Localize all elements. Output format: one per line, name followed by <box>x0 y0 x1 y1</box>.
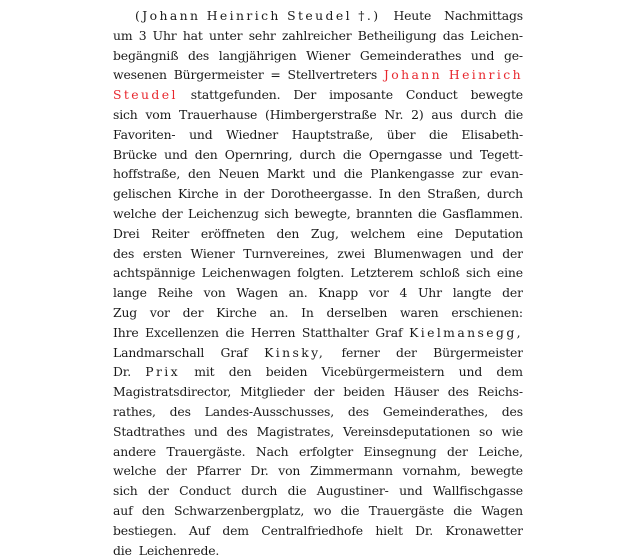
article-word: Stellvertreters <box>287 67 378 83</box>
article-word: Auf <box>188 522 210 538</box>
article-line <box>113 481 523 501</box>
article-word: Wiener <box>190 245 235 261</box>
article-word: und <box>470 245 494 261</box>
article-word: imposante <box>329 87 393 103</box>
article-word: den <box>276 225 300 241</box>
article-word: durch <box>299 146 336 162</box>
article-word: Magistrates, <box>256 423 335 439</box>
article-word: mit <box>194 364 215 380</box>
article-word: der <box>502 245 523 261</box>
article-word: des <box>347 403 370 419</box>
article-word: Magistratsdirector, <box>113 384 232 400</box>
article-word: und <box>312 166 336 182</box>
article-word: 3 <box>138 27 147 43</box>
article-word: den <box>194 146 218 162</box>
article-line <box>113 501 523 521</box>
article-word: eine <box>496 265 523 281</box>
article-word: Vereinsdeputationen <box>342 423 471 439</box>
article-line <box>113 26 523 46</box>
article-word: beiden <box>265 364 308 380</box>
article-word: dem <box>496 364 523 380</box>
article-word: langte <box>452 285 492 301</box>
article-word: Trauergäste. <box>166 443 246 459</box>
article-word: Tegett- <box>479 146 523 162</box>
article-word: zwei <box>337 245 366 261</box>
article-line <box>113 442 523 462</box>
article-line <box>113 204 523 224</box>
article-word: Landmarschall <box>113 344 205 360</box>
article-word: Blumenwagen <box>373 245 462 261</box>
article-word: 2) <box>411 106 424 122</box>
article-word: die <box>287 483 307 499</box>
article-word: an. <box>269 304 289 320</box>
article-word: den <box>187 166 211 182</box>
article-word: welche <box>113 205 157 221</box>
article-word: Dorotheergasse. <box>270 186 373 202</box>
article-word: rathes, <box>113 403 156 419</box>
article-word: an. <box>288 285 308 301</box>
article-word: In <box>301 304 314 320</box>
article-word: der <box>243 186 265 202</box>
article-word: das <box>442 27 464 43</box>
article-word: sich <box>264 205 289 221</box>
article-word: und <box>449 146 473 162</box>
article-line <box>113 323 523 343</box>
article-word: Graf <box>220 344 248 360</box>
article-word: die <box>113 542 132 558</box>
article-word: Nachmittags <box>444 8 523 23</box>
article-word: Vicebürgermeistern <box>321 364 445 380</box>
article-word: die <box>428 126 448 142</box>
article-word: des <box>501 403 523 419</box>
article-word: bewegte <box>470 87 523 103</box>
article-word: des <box>169 403 191 419</box>
article-word: Opernring, <box>224 146 293 162</box>
article-word: = <box>270 67 281 83</box>
article-line <box>113 362 523 382</box>
article-word: Plankengasse <box>370 166 455 182</box>
article-word: Herren <box>250 324 296 340</box>
article-word: Stadtrathes <box>113 423 186 439</box>
article-word: Uhr <box>152 27 177 43</box>
article-word: Dr. <box>415 522 434 538</box>
article-word: über <box>386 126 416 142</box>
article-word: bewegte, <box>294 205 351 221</box>
article-word: aus <box>431 106 453 122</box>
article-word: Dr. <box>250 463 269 479</box>
article-word: Kirche <box>178 186 219 202</box>
article-word: hat <box>182 27 203 43</box>
article-word: des <box>113 245 135 261</box>
article-word: und <box>194 423 218 439</box>
article-line <box>113 85 523 105</box>
article-line <box>113 65 523 85</box>
article-word: der <box>313 384 335 400</box>
article-line <box>113 283 523 303</box>
article-word: Wiener <box>306 47 351 63</box>
article-word: die <box>342 146 362 162</box>
article-word: welche <box>113 463 157 479</box>
article-word: Gemeinderathes <box>359 47 462 63</box>
article-word: ge- <box>503 47 523 63</box>
article-line <box>113 263 523 283</box>
article-word: Wiedner <box>226 126 279 142</box>
article-line <box>113 125 523 145</box>
article-word: die <box>453 502 473 518</box>
article-word: von <box>278 463 301 479</box>
article-word: hielt <box>375 522 403 538</box>
article-word: gelischen <box>113 186 172 202</box>
article-word: auf <box>113 502 133 518</box>
article-word: der <box>148 483 169 499</box>
article-line <box>113 46 523 66</box>
article-word: andere <box>113 443 156 459</box>
article-word: um <box>113 27 133 43</box>
article-word: Zug <box>113 304 138 320</box>
article-word: und <box>470 47 495 63</box>
article-word: und <box>164 146 188 162</box>
article-word: Einsegnung <box>363 443 437 459</box>
article-word: den <box>228 364 252 380</box>
article-line <box>113 145 523 165</box>
article-word: Nach <box>255 443 289 459</box>
article-word: den <box>397 186 421 202</box>
article-word: den <box>141 502 165 518</box>
article-word: Knapp <box>318 285 359 301</box>
article-word: und <box>189 126 213 142</box>
article-word: der <box>502 285 523 301</box>
article-word: In <box>378 186 392 202</box>
article-word: Gasflammen. <box>442 205 523 221</box>
article-line <box>113 184 523 204</box>
article-word: langjährigen <box>218 47 297 63</box>
article-word: Prix <box>145 364 181 380</box>
article-word: hoffstraße, <box>113 166 181 182</box>
article-word: durch <box>241 483 278 499</box>
article-line <box>113 422 523 442</box>
article-word: die <box>417 205 437 221</box>
article-word: Zug, <box>310 225 339 241</box>
article-word: Kronawetter <box>445 522 523 538</box>
article-word: vor <box>149 304 170 320</box>
article-word: Leichenzug <box>188 205 259 221</box>
article-line <box>113 164 523 184</box>
article-word: 4 <box>399 285 408 301</box>
article-word: ersten <box>142 245 182 261</box>
article-word: Markt <box>266 166 305 182</box>
article-word: Leichenrede. <box>138 542 220 558</box>
article-word: stattgefunden. <box>190 87 281 103</box>
article-word: vom <box>145 106 172 122</box>
article-word: Bürgermeister <box>433 344 523 360</box>
article-line <box>113 402 523 422</box>
article-word: sich <box>113 106 138 122</box>
article-word: Operngasse <box>368 146 443 162</box>
article-word: folgten. <box>297 265 345 281</box>
article-word: Statthalter <box>301 324 369 340</box>
article-word: Brücke <box>113 146 157 162</box>
article-line <box>113 521 523 541</box>
article-word: Uhr <box>418 285 442 301</box>
article-word: durch <box>460 106 497 122</box>
article-word: Mitglieder <box>240 384 305 400</box>
article-word: evan- <box>489 166 523 182</box>
article-word: sich <box>113 483 138 499</box>
article-word: Kinsky, <box>264 344 326 360</box>
article-word: unter <box>208 27 243 43</box>
article-word: Bürgermeister <box>173 67 264 83</box>
article-word: begängniß <box>113 47 179 63</box>
article-word: Trauerhause <box>179 106 258 122</box>
article-word: Hauptstraße, <box>291 126 374 142</box>
article-word: die <box>343 166 363 182</box>
article-word: Nr. <box>384 106 404 122</box>
article-word: schloß <box>419 265 460 281</box>
article-word: der <box>447 443 468 459</box>
article-word: Wagen <box>481 502 523 518</box>
article-word: Neuen <box>218 166 260 182</box>
article-line <box>113 6 523 26</box>
article-word: dem <box>222 522 249 538</box>
article-word: wesenen <box>113 67 167 83</box>
article-word: erschienen: <box>451 304 523 320</box>
article-word: lange <box>113 285 147 301</box>
article-word: zahlreicher <box>281 27 352 43</box>
article-word: welchem <box>350 225 406 241</box>
article-word: Augustiner- <box>316 483 389 499</box>
article-word: Leichen- <box>470 27 523 43</box>
article-word: vornahm, <box>402 463 461 479</box>
article-word: eine <box>416 225 443 241</box>
article-word: Häuser <box>393 384 439 400</box>
article-word: Centralfriedhofe <box>261 522 363 538</box>
article-word: der <box>161 205 183 221</box>
article-word: des <box>226 423 248 439</box>
article-word: sehr <box>248 27 276 43</box>
article-word: des <box>447 384 469 400</box>
article-word: beiden <box>343 384 385 400</box>
article-word: Reiter <box>151 225 190 241</box>
article-word: die <box>504 106 523 122</box>
article-word: Landes-Ausschusses, <box>204 403 335 419</box>
article-word: Drei <box>113 225 140 241</box>
article-word: Kielmansegg, <box>409 324 523 340</box>
article-word: wo <box>313 502 332 518</box>
article-word: (Himbergerstraße <box>265 106 377 122</box>
article-word: Steudel <box>113 87 178 103</box>
article-word: sich <box>466 265 491 281</box>
article-word: waren <box>400 304 439 320</box>
article-word: Conduct <box>179 483 231 499</box>
article-word: Pfarrer <box>196 463 241 479</box>
article-word: durch <box>486 186 523 202</box>
article-word: Der <box>293 87 317 103</box>
article-word: brannten <box>356 205 413 221</box>
article-word: zur <box>462 166 483 182</box>
article-word: Trauergäste <box>368 502 444 518</box>
article-word: bestiegen. <box>113 522 177 538</box>
article-word: des <box>187 47 210 63</box>
article-word: (Johann Heinrich Steudel †.) <box>135 8 381 23</box>
article-line <box>113 382 523 402</box>
article-word: Wallfischgasse <box>432 483 523 499</box>
article-word: in <box>225 186 237 202</box>
article-line <box>113 105 523 125</box>
article-line <box>113 461 523 481</box>
article-word: bewegte <box>470 463 523 479</box>
article-word: Turnvereines, <box>243 245 329 261</box>
article-word: Ihre <box>113 324 139 340</box>
article-word: wie <box>501 423 523 439</box>
article-word: vor <box>368 285 389 301</box>
article-word: derselben <box>326 304 388 320</box>
article-word: der <box>182 304 204 320</box>
article-word: der <box>396 344 417 360</box>
article-word: Zimmermann <box>309 463 393 479</box>
article-word: und <box>458 364 483 380</box>
article-word: von <box>203 285 226 301</box>
article-word: Deputation <box>454 225 523 241</box>
article-line <box>113 343 523 363</box>
article-word: Leiche, <box>478 443 523 459</box>
article-word: Reichs- <box>477 384 523 400</box>
article-word: Gemeinderathes, <box>382 403 488 419</box>
article-word: Dr. <box>113 364 131 380</box>
article-word: Elisabeth- <box>461 126 523 142</box>
article-word: Heute <box>393 8 432 23</box>
article-word: Leichenwagen <box>201 265 291 281</box>
article-word: ferner <box>341 344 380 360</box>
article-word: Johann <box>383 67 443 83</box>
article-word: Reihe <box>157 285 193 301</box>
article-word: Letzterem <box>350 265 414 281</box>
article-word: eröffneten <box>200 225 265 241</box>
article-word: achtspännige <box>113 265 196 281</box>
article-word: Straßen, <box>427 186 481 202</box>
article-word: so <box>479 423 493 439</box>
article-word: Conduct <box>405 87 458 103</box>
article-line <box>113 541 523 560</box>
article-word: die <box>340 502 360 518</box>
article-word: Schwarzenbergplatz, <box>174 502 305 518</box>
article-word: Excellenzen <box>145 324 219 340</box>
article-word: Betheiligung <box>357 27 437 43</box>
article-line <box>113 224 523 244</box>
article-word: und <box>399 483 423 499</box>
article-line <box>113 303 523 323</box>
article-word: der <box>165 463 187 479</box>
article-word: Kirche <box>216 304 257 320</box>
article-word: Favoriten- <box>113 126 176 142</box>
article-word: erfolgter <box>298 443 354 459</box>
article-word: Heinrich <box>448 67 523 83</box>
article-word: die <box>225 324 245 340</box>
newspaper-article <box>113 6 523 560</box>
article-word: Graf <box>375 324 403 340</box>
article-word: Wagen <box>236 285 278 301</box>
article-line <box>113 244 523 264</box>
